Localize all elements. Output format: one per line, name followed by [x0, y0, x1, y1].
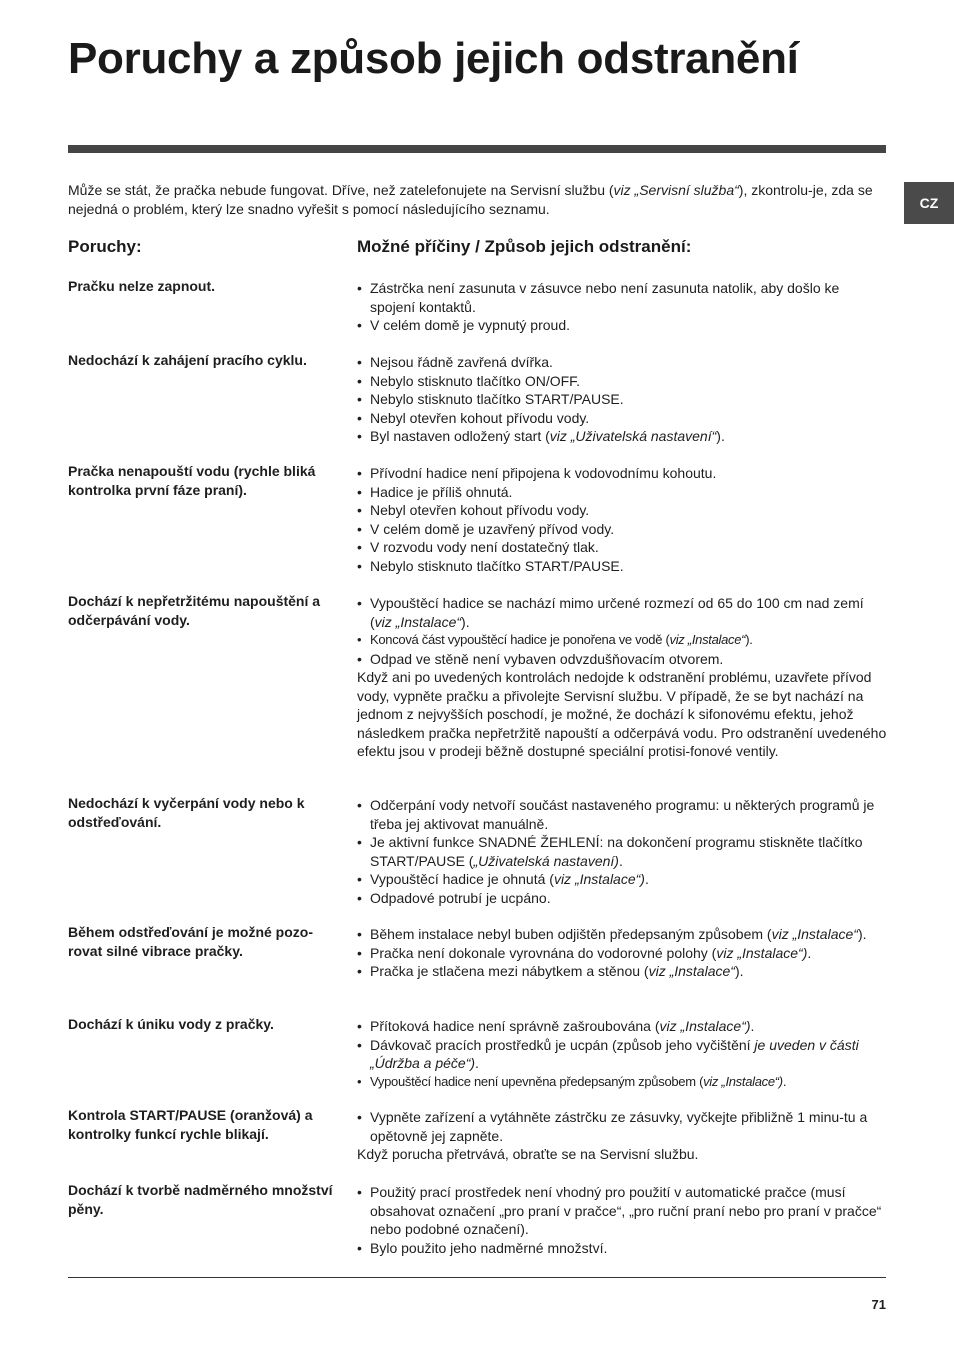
fault-causes: [357, 1108, 887, 1164]
cause-text-end: .: [807, 944, 812, 961]
cause-reference: viz „Instalace“): [659, 1018, 751, 1034]
page-title: Poruchy a způsob jejich odstranění: [68, 34, 799, 83]
cause-text: Nebylo stisknuto tlačítko START/PAUSE.: [370, 391, 624, 407]
bottom-divider: [68, 1277, 886, 1278]
fault-problem: Nedochází k vyčerpání vody nebo k odstřeďování.: [68, 795, 305, 830]
cause-reference: viz „Instalace“: [374, 613, 462, 630]
cause-text-end: .: [750, 1018, 755, 1034]
title-divider: [68, 145, 886, 153]
cause-item: [357, 1073, 887, 1092]
cause-text: Nebyl otevřen kohout přívodu vody.: [370, 502, 590, 518]
cause-item: [357, 594, 887, 631]
cause-list: [357, 1108, 887, 1145]
causes-column-header: Možné příčiny / Způsob jejich odstranění:: [357, 237, 692, 256]
cause-item: [357, 316, 887, 335]
cause-text: Vypouštěcí hadice se nachází mimo určené rozmezí od 65 do 100 cm nad zemí (: [370, 595, 864, 630]
cause-item: [357, 353, 887, 372]
cause-list: [357, 1017, 887, 1091]
cause-text: Zástrčka není zasunuta v zásuvce nebo není zasunuta natolik, aby došlo ke spojení kontaktů.: [370, 280, 840, 315]
cause-reference: viz „Instalace“: [648, 963, 735, 979]
cause-item: [357, 944, 887, 963]
intro-paragraph: [68, 181, 886, 219]
cause-item: [357, 501, 887, 520]
cause-item: [357, 390, 887, 409]
fault-causes: [357, 925, 887, 981]
fault-problem: Pračku nelze zapnout.: [68, 278, 216, 294]
cause-item: [357, 279, 887, 316]
cause-text: Bylo použito jeho nadměrné množství.: [370, 1239, 608, 1256]
fault-causes: [357, 594, 887, 761]
cause-text-end: ).: [461, 613, 470, 630]
cause-item: [357, 409, 887, 428]
cause-text: Použitý prací prostředek není vhodný pro použití v automatické pračce (musí obsahovat označení „pro praní v pračce“, „pro ruční praní nebo pro praní v pračce“ nebo podobné označení).: [370, 1184, 882, 1237]
fault-problem: Nedochází k zahájení pracího cyklu.: [68, 352, 307, 368]
cause-reference: viz „Instalace“): [553, 871, 645, 887]
fault-problem: Dochází k úniku vody z pračky.: [68, 1016, 274, 1032]
cause-text: Nebylo stisknuto tlačítko ON/OFF.: [370, 372, 581, 389]
cause-text: Během instalace nebyl buben odjištěn předepsaným způsobem (: [370, 926, 772, 942]
cause-reference: „Uživatelská nastavení): [473, 852, 619, 869]
page-number: 71: [871, 1297, 886, 1312]
cause-text: V rozvodu vody není dostatečný tlak.: [370, 539, 599, 555]
cause-item: [357, 538, 887, 557]
cause-text-end: ).: [716, 428, 725, 444]
fault-problem: Dochází k tvorbě nadměrného množství pěny.: [68, 1182, 333, 1217]
fault-causes: [357, 279, 887, 335]
cause-item: [357, 483, 887, 502]
cause-text-end: .: [475, 1055, 479, 1071]
cause-item: [357, 1036, 887, 1073]
cause-reference: viz „Instalace“): [716, 944, 808, 961]
cause-item: [357, 1017, 887, 1036]
fault-causes: [357, 796, 887, 907]
faults-column-header: Poruchy:: [68, 237, 142, 256]
cause-list: [357, 279, 887, 335]
cause-text: Vypněte zařízení a vytáhněte zástrčku ze zásuvky, vyčkejte přibližně 1 minu-tu a opětovně jej zapněte.: [370, 1109, 868, 1144]
cause-item: [357, 870, 887, 889]
cause-item: [357, 962, 887, 981]
cause-text-end: .: [618, 852, 623, 869]
cause-text-end: ).: [857, 926, 867, 942]
cause-text: Odčerpání vody netvoří součást nastaveného programu: u některých programů je třeba jej aktivovat manuálně.: [370, 797, 875, 832]
cause-list: [357, 353, 887, 446]
cause-text: Odpad ve stěně není vybaven odvzdušňovacím otvorem.: [370, 650, 724, 667]
cause-item: [357, 1108, 887, 1145]
intro-text-end: ), zkontrolu-je, zda se nejedná o problém, který lze snadno vyřešit s pomocí následujícího seznamu.: [68, 182, 873, 217]
cause-text-end: ).: [745, 632, 753, 647]
intro-text: Může se stát, že pračka nebude fungovat. Dříve, než zatelefonujete na Servisní službu (: [68, 182, 614, 198]
cause-text-end: ).: [734, 963, 744, 979]
fault-problem: Kontrola START/PAUSE (oranžová) a kontrolky funkcí rychle blikají.: [68, 1107, 313, 1142]
cause-text: Byl nastaven odložený start (: [370, 428, 550, 444]
fault-problem: Dochází k nepřetržitému napouštění a odčerpávání vody.: [68, 593, 321, 628]
fault-causes: [357, 1183, 887, 1257]
cause-text: Vypouštěcí hadice není upevněna předepsaným způsobem (: [370, 1073, 704, 1089]
cause-item: [357, 650, 887, 669]
cause-reference: viz „Uživatelská nastavení“: [549, 428, 717, 444]
cause-text: Nebylo stisknuto tlačítko START/PAUSE.: [370, 557, 624, 574]
cause-item: [357, 520, 887, 539]
cause-text: Vypouštěcí hadice je ohnutá (: [370, 871, 554, 887]
cause-list: [357, 464, 887, 575]
cause-text: Nejsou řádně zavřená dvířka.: [370, 354, 553, 370]
cause-text: Pračka je stlačena mezi nábytkem a stěnou (: [370, 963, 649, 979]
cause-list: [357, 594, 887, 668]
cause-item: [357, 833, 887, 870]
cause-item: [357, 1239, 887, 1258]
cause-text-end: .: [644, 871, 649, 887]
cause-item: [357, 557, 887, 576]
cause-text: Nebyl otevřen kohout přívodu vody.: [370, 409, 590, 426]
fault-problem: Pračka nenapouští vodu (rychle bliká kontrolka první fáze praní).: [68, 463, 316, 498]
cause-text: Dávkovač pracích prostředků je ucpán (způsob jeho vyčištění: [370, 1036, 755, 1053]
intro-reference: viz „Servisní služba“: [613, 182, 739, 198]
fault-note: Když ani po uvedených kontrolách nedojde k odstranění problému, uzavřete přívod vody, vypněte pračku a přivolejte Servisní službu. V případě, že se byt nachází na jednom z nejvyšších poschodí, je možné, že dochází k sifonovému efektu, jehož následkem pračka nepřetržitě napouští a odčerpává vodu. Pro odstranění uvedeného efektu jsou v prodeji běžně dostupné speciální protisi-fonové ventily.: [357, 669, 887, 759]
cause-text: Je aktivní funkce SNADNÉ ŽEHLENÍ: na dokončení programu stiskněte tlačítko START/PAUSE (: [370, 834, 863, 869]
fault-note: Když porucha přetrvává, obraťte se na Servisní službu.: [357, 1146, 699, 1162]
cause-item: [357, 464, 887, 483]
cause-text: V celém domě je uzavřený přívod vody.: [370, 520, 615, 537]
cause-reference: viz „Instalace“): [703, 1073, 783, 1089]
cause-list: [357, 1183, 887, 1257]
cause-item: [357, 427, 887, 446]
cause-item: [357, 372, 887, 391]
cause-text: Přítoková hadice není správně zašroubována (: [370, 1018, 660, 1034]
cause-item: [357, 889, 887, 908]
cause-text: Přívodní hadice není připojena k vodovodnímu kohoutu.: [370, 465, 717, 481]
cause-list: [357, 796, 887, 907]
cause-item: [357, 631, 887, 650]
cause-reference: viz „Instalace“: [669, 632, 746, 647]
cause-item: [357, 925, 887, 944]
fault-causes: [357, 464, 887, 575]
cause-text: Hadice je příliš ohnutá.: [370, 483, 513, 500]
cause-text: Koncová část vypouštěcí hadice je ponořena ve vodě (: [370, 632, 670, 647]
cause-text: Pračka není dokonale vyrovnána do vodorovné polohy (: [370, 944, 717, 961]
cause-text-end: .: [782, 1073, 787, 1089]
language-tab: CZ: [904, 182, 954, 224]
cause-text: V celém domě je vypnutý proud.: [370, 317, 570, 333]
cause-list: [357, 925, 887, 981]
cause-item: [357, 1183, 887, 1239]
fault-causes: [357, 353, 887, 446]
cause-reference: je uveden v části „Údržba a péče“): [370, 1036, 859, 1071]
cause-reference: viz „Instalace“: [771, 926, 858, 942]
cause-item: [357, 796, 887, 833]
fault-causes: [357, 1017, 887, 1091]
cause-text: Odpadové potrubí je ucpáno.: [370, 889, 551, 906]
fault-problem: Během odstřeďování je možné pozo-rovat silné vibrace pračky.: [68, 924, 313, 959]
